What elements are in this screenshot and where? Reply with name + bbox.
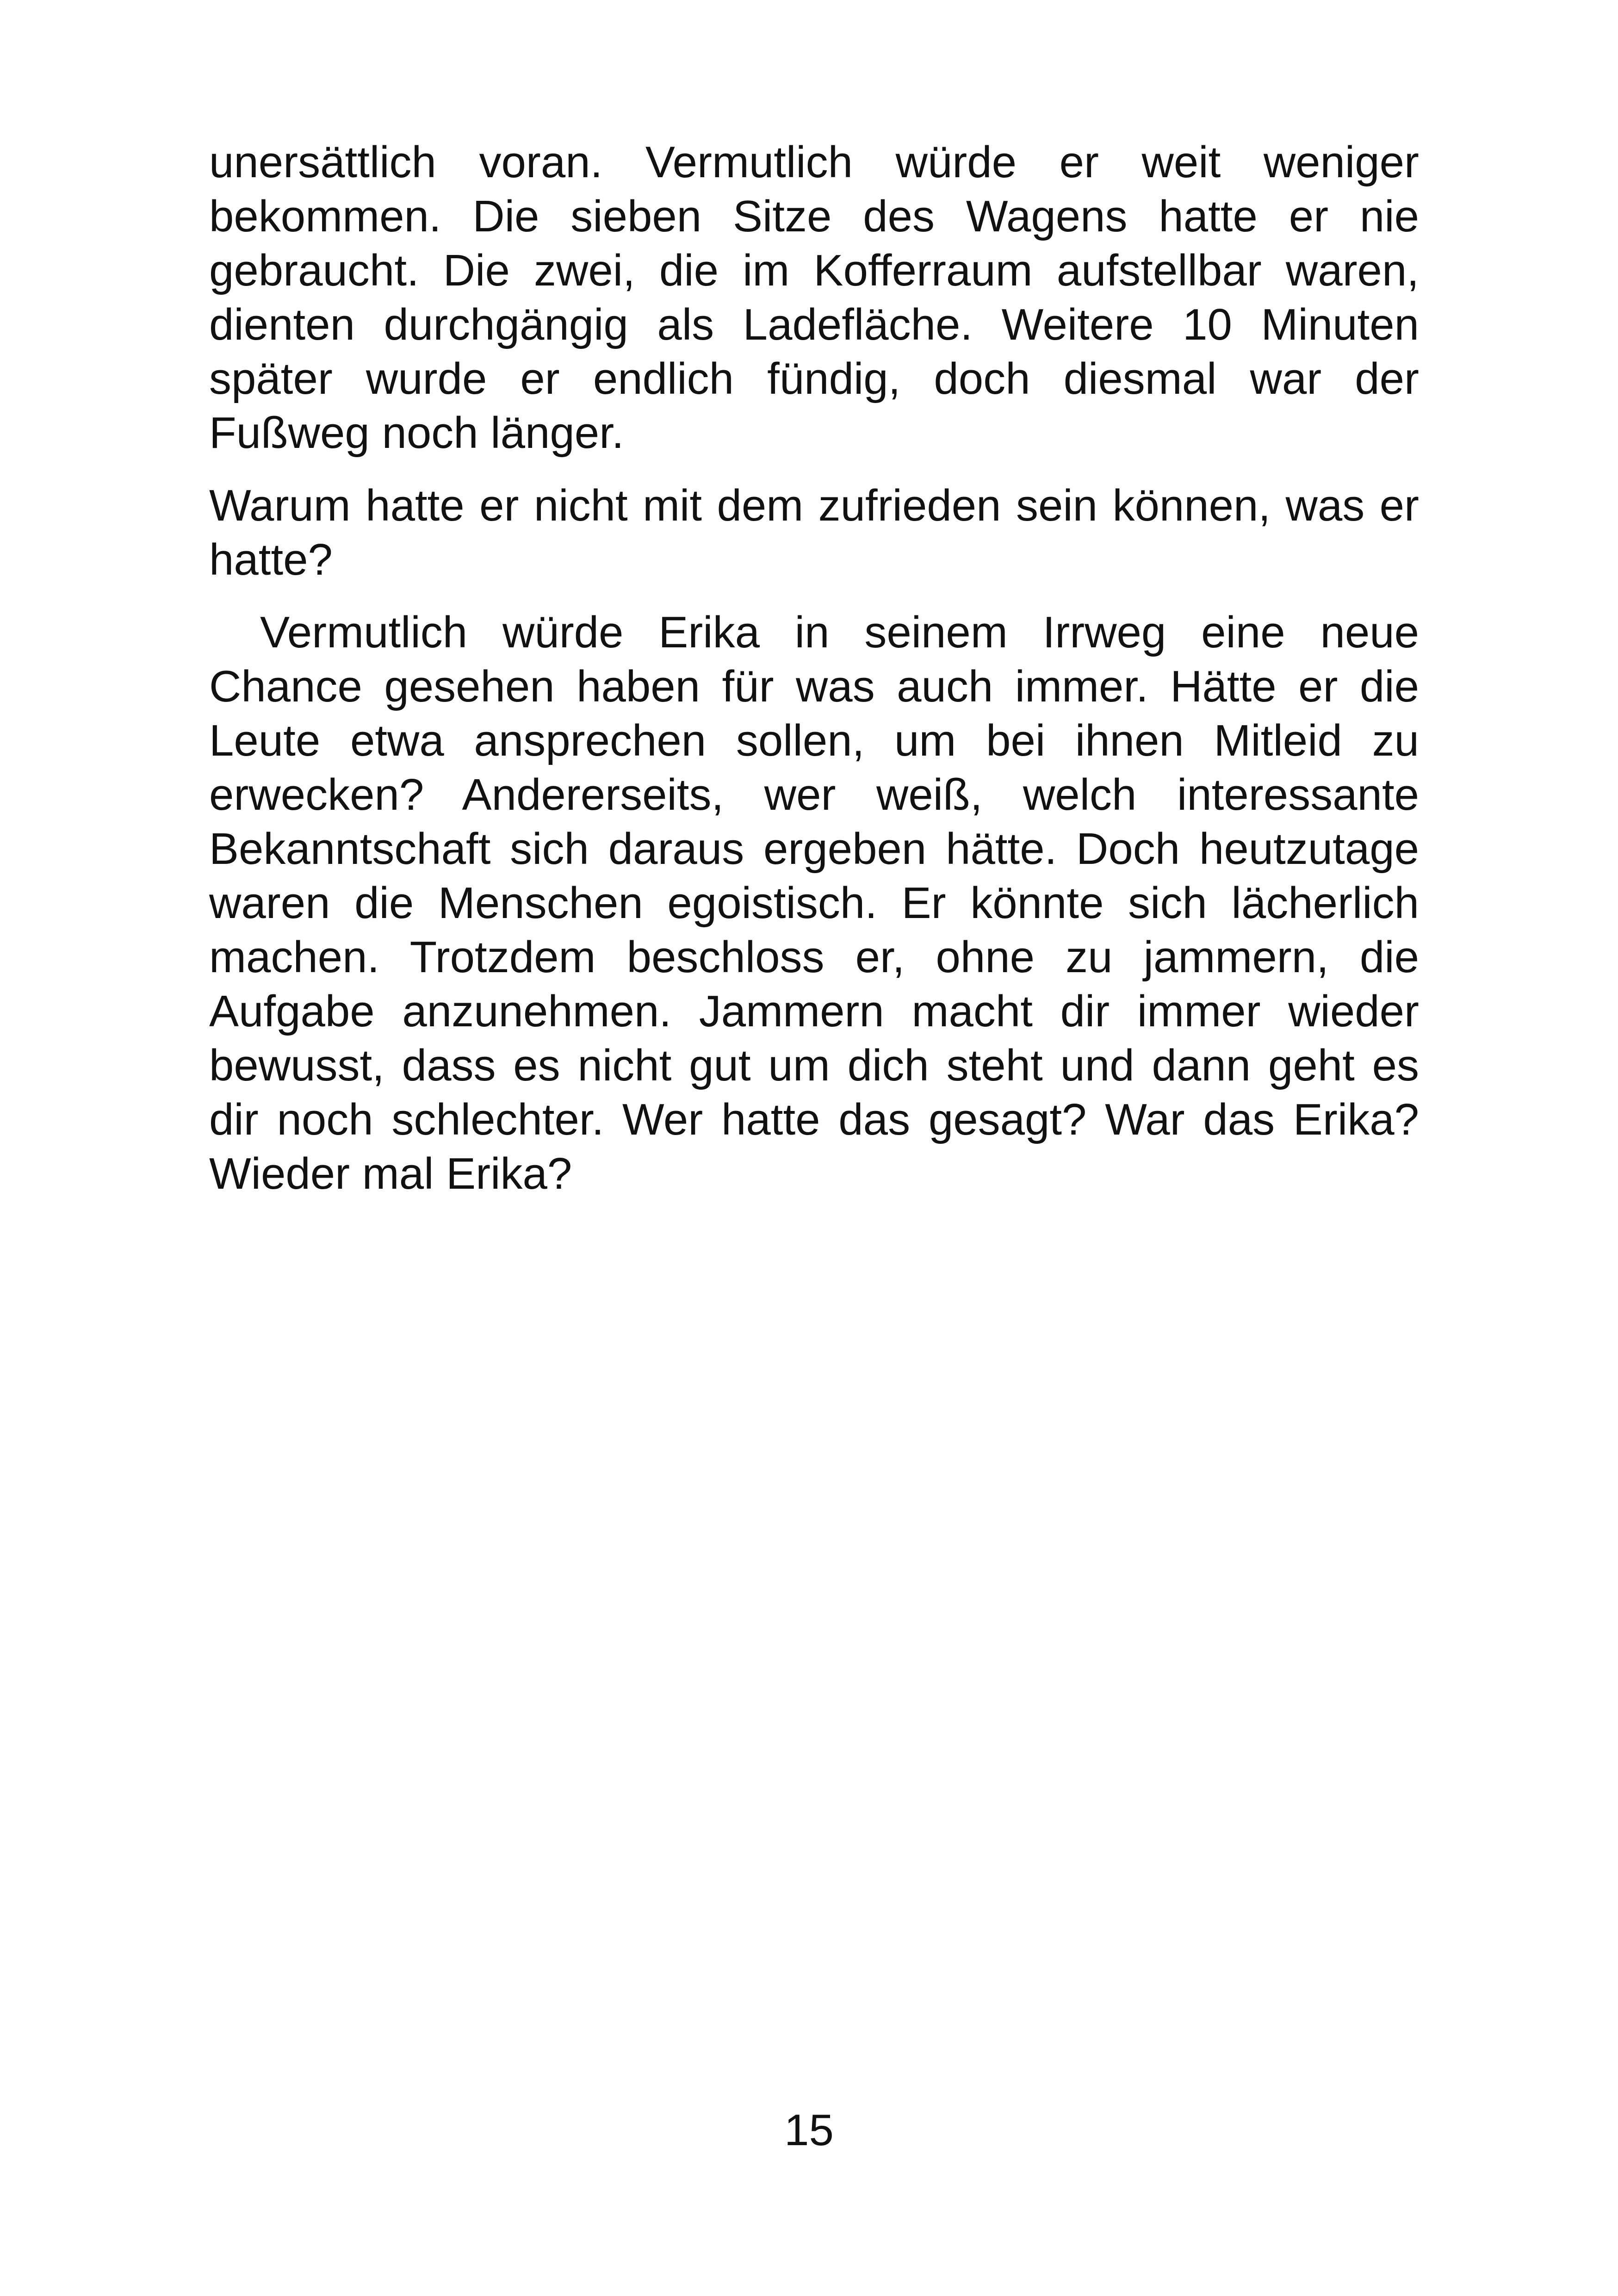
paragraph-3: Vermutlich würde Erika in seinem Irrweg eine neue Chance gesehen haben für was auch immer. Hätte er die Leute etwa ansprechen sollen, um bei ihnen Mitleid zu erwecken? Andererseits, wer weiß, welch interessante Bekanntschaft sich daraus ergeben hätte. Doch heutzutage waren die Menschen egoistisch. Er könnte sich lächerlich machen. Trotzdem beschloss er, ohne zu jammern, die Aufgabe anzunehmen. Jammern macht dir immer wieder bewusst, dass es nicht gut um dich steht und dann geht es dir noch schlechter. Wer hatte das gesagt? War das Erika? Wieder mal Erika? — [209, 608, 1419, 1198]
body-text — [209, 135, 1419, 1201]
paragraph-1: unersättlich voran. Vermutlich würde er weit weniger bekommen. Die sieben Sitze des Wagens hatte er nie gebraucht. Die zwei, die im Kofferraum aufstellbar waren, dienten durchgängig als Ladefläche. Weitere 10 Minuten später wurde er endlich fündig, doch diesmal war der Fußweg noch länger. — [209, 137, 1419, 458]
page-number: 15 — [784, 2105, 834, 2155]
paragraph-2: Warum hatte er nicht mit dem zufrieden sein können, was er hatte? — [209, 481, 1419, 584]
